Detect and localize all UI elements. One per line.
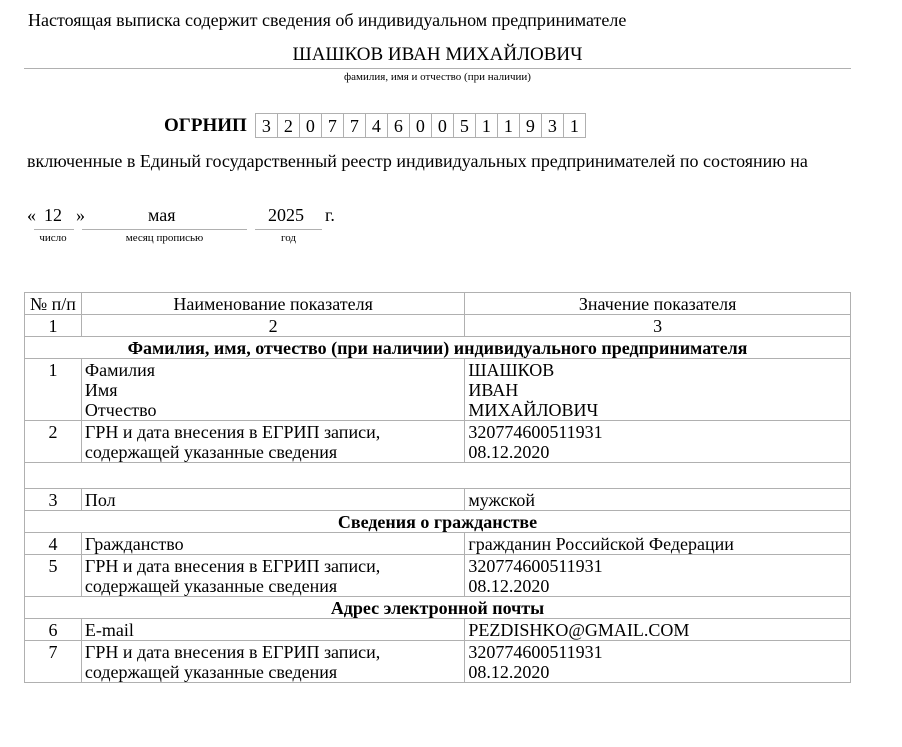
column-number: 2 <box>81 315 464 337</box>
ogrnip-digit: 1 <box>498 113 520 138</box>
date-open-quote: « <box>27 205 36 225</box>
empty-row <box>25 463 851 489</box>
date-day: 12 <box>44 205 62 225</box>
section-row <box>25 511 851 533</box>
row-value <box>465 555 851 597</box>
year-caption: год <box>280 232 297 244</box>
label-line: Отчество <box>84 400 157 420</box>
ogrnip-digit: 1 <box>476 113 498 138</box>
header-indicator-value: Значение показателя <box>465 293 851 315</box>
label-line: ГРН и дата внесения в ЕГРИП записи, <box>84 422 381 442</box>
label-line: Имя <box>84 380 118 400</box>
year-underline <box>255 229 322 230</box>
row-value <box>465 421 851 463</box>
value-line: 320774600511931 <box>468 556 603 576</box>
table-row <box>25 619 851 641</box>
value-line: ИВАН <box>468 380 519 400</box>
extract-date <box>0 205 902 245</box>
full-name-caption: фамилия, имя и отчество (при наличии) <box>344 71 531 83</box>
label-line: Фамилия <box>84 360 156 380</box>
ogrnip-label: ОГРНИП <box>164 114 247 136</box>
label-line: содержащей указанные сведения <box>84 662 338 682</box>
row-number: 2 <box>25 421 82 463</box>
month-underline <box>82 229 247 230</box>
ogrnip-digit: 4 <box>366 113 388 138</box>
row-label: Гражданство <box>81 533 464 555</box>
row-number: 6 <box>25 619 82 641</box>
ogrnip-digit: 0 <box>432 113 454 138</box>
ogrnip-digit: 9 <box>520 113 542 138</box>
value-line: 08.12.2020 <box>468 662 550 682</box>
label-line: ГРН и дата внесения в ЕГРИП записи, <box>84 556 381 576</box>
row-value <box>465 641 851 683</box>
value-line: ШАШКОВ <box>468 360 555 380</box>
table-row <box>25 533 851 555</box>
row-label <box>81 359 464 421</box>
row-label <box>81 555 464 597</box>
date-close-quote: » <box>76 205 85 225</box>
table-row <box>25 359 851 421</box>
row-label <box>81 421 464 463</box>
value-line: 320774600511931 <box>468 422 603 442</box>
value-line: 08.12.2020 <box>468 442 550 462</box>
row-value: гражданин Российской Федерации <box>465 533 851 555</box>
row-number: 3 <box>25 489 82 511</box>
ogrnip-digit: 3 <box>542 113 564 138</box>
intro-text: Настоящая выписка содержит сведения об индивидуальном предпринимателе <box>28 10 627 30</box>
day-caption: число <box>39 232 67 244</box>
ogrnip-digit: 2 <box>278 113 300 138</box>
day-underline <box>34 229 74 230</box>
header-indicator-name: Наименование показателя <box>81 293 464 315</box>
column-number: 1 <box>25 315 82 337</box>
section-row <box>25 597 851 619</box>
date-year-suffix: г. <box>325 205 335 225</box>
value-line: МИХАЙЛОВИЧ <box>468 400 599 420</box>
ogrnip-digit: 7 <box>344 113 366 138</box>
ogrnip-digit: 0 <box>300 113 322 138</box>
label-line: содержащей указанные сведения <box>84 576 338 596</box>
empty-cell <box>25 463 851 489</box>
table-row <box>25 555 851 597</box>
column-number: 3 <box>465 315 851 337</box>
column-numbers-row <box>25 315 851 337</box>
table-row <box>25 489 851 511</box>
label-line: ГРН и дата внесения в ЕГРИП записи, <box>84 642 381 662</box>
section-email-title: Адрес электронной почты <box>25 597 851 619</box>
ogrnip-digit: 6 <box>388 113 410 138</box>
label-line: содержащей указанные сведения <box>84 442 338 462</box>
ogrnip-digit: 5 <box>454 113 476 138</box>
row-number: 5 <box>25 555 82 597</box>
ogrnip-digit: 1 <box>564 113 586 138</box>
row-label: Пол <box>81 489 464 511</box>
section-row <box>25 337 851 359</box>
section-citizenship-title: Сведения о гражданстве <box>25 511 851 533</box>
ogrnip-block <box>164 113 586 138</box>
row-value: мужской <box>465 489 851 511</box>
date-month: мая <box>148 205 176 225</box>
entrepreneur-name-block <box>24 42 851 84</box>
ogrnip-digits <box>255 113 586 138</box>
header-number: № п/п <box>25 293 82 315</box>
row-number: 4 <box>25 533 82 555</box>
row-value <box>465 359 851 421</box>
ogrnip-digit: 7 <box>322 113 344 138</box>
month-caption: месяц прописью <box>125 232 204 244</box>
value-line: 320774600511931 <box>468 642 603 662</box>
ogrnip-digit: 0 <box>410 113 432 138</box>
table-row <box>25 641 851 683</box>
date-year: 2025 <box>268 205 304 225</box>
ogrnip-digit: 3 <box>256 113 278 138</box>
value-line: 08.12.2020 <box>468 576 550 596</box>
included-in-registry-text: включенные в Единый государственный реестр индивидуальных предпринимателей по состоянию на <box>27 151 808 171</box>
table-header-row <box>25 293 851 315</box>
extract-table <box>24 292 851 683</box>
section-fio-title: Фамилия, имя, отчество (при наличии) индивидуального предпринимателя <box>25 337 851 359</box>
row-label <box>81 641 464 683</box>
row-number: 1 <box>25 359 82 421</box>
table-row <box>25 421 851 463</box>
row-number: 7 <box>25 641 82 683</box>
entrepreneur-full-name: ШАШКОВ ИВАН МИХАЙЛОВИЧ <box>292 44 583 65</box>
row-label: E-mail <box>81 619 464 641</box>
row-value: PEZDISHKO@GMAIL.COM <box>465 619 851 641</box>
